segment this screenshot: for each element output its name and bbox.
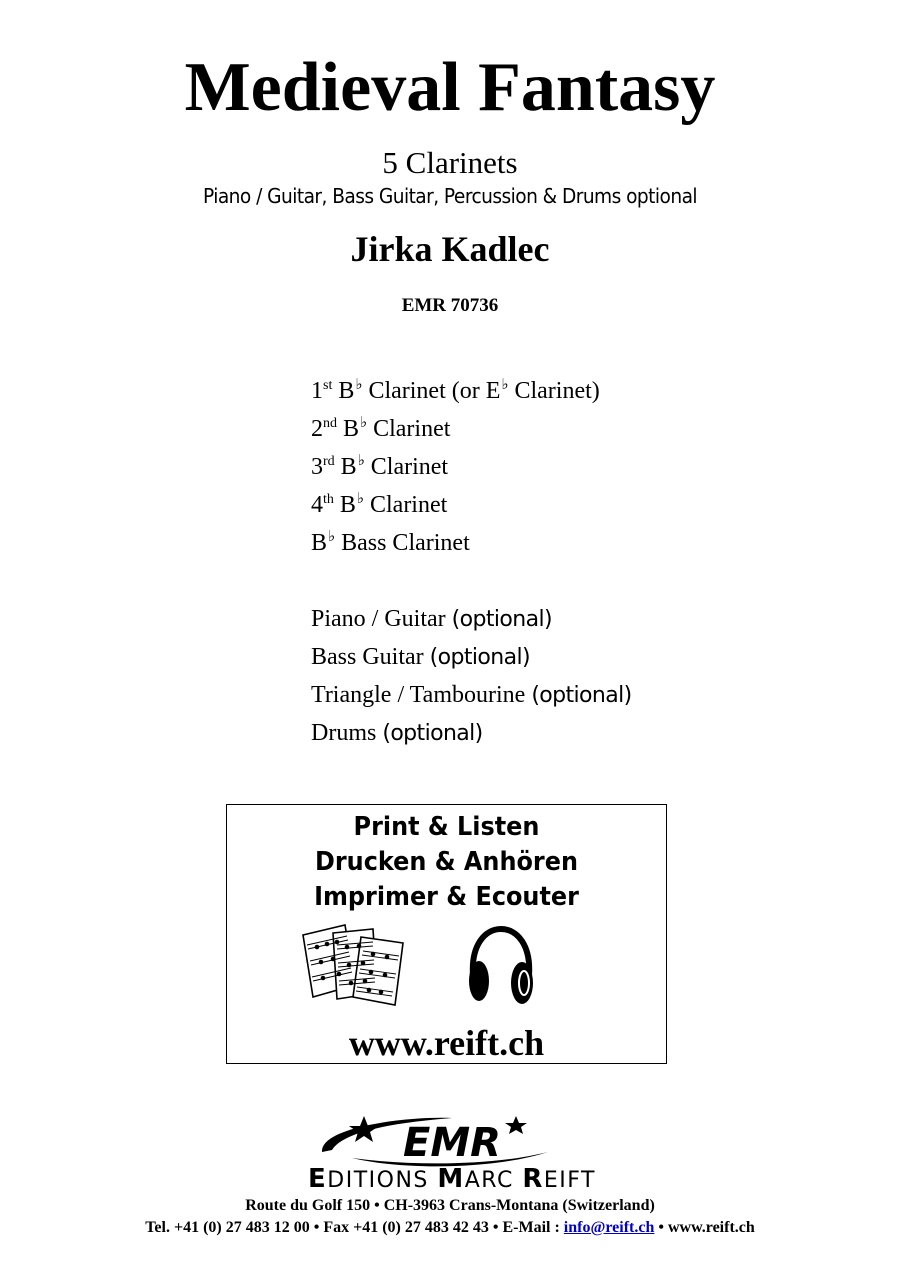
part-label: Bass Guitar (311, 644, 424, 670)
part-optional-drums (311, 714, 731, 752)
part-clarinet-2 (311, 410, 731, 448)
part-clarinet-1 (311, 372, 731, 410)
publisher-contact (0, 1218, 900, 1238)
flat-icon: ♭ (356, 489, 364, 507)
publisher-word: EIFT (543, 1168, 596, 1193)
part-label: Drums (311, 720, 377, 746)
optional-note: (optional) (429, 645, 530, 670)
promo-line-english: Print & Listen (353, 812, 540, 842)
contact-phone-fax: Tel. +41 (0) 27 483 12 00 • Fax +41 (0) 27 483 42 43 • E-Mail : (145, 1219, 564, 1236)
flat-icon: ♭ (328, 527, 336, 545)
logo-mark-text: EMR (403, 1120, 501, 1166)
spacer (311, 562, 731, 600)
part-ordinal-suffix: st (323, 378, 333, 393)
flat-icon: ♭ (360, 413, 368, 431)
part-clarinet-3 (311, 448, 731, 486)
part-label: Triangle / Tambourine (311, 682, 526, 708)
publisher-address: Route du Golf 150 • CH-3963 Crans-Montana (Switzerland) (245, 1197, 655, 1214)
publisher-initial: R (522, 1164, 544, 1194)
part-label: Clarinet (373, 416, 451, 442)
email-link[interactable]: info@reift.ch (563, 1219, 655, 1236)
part-label: Bass Clarinet (341, 530, 470, 556)
part-label: Piano / Guitar (311, 606, 446, 632)
ensemble-subtitle: 5 Clarinets (382, 145, 518, 180)
promo-line-french: Imprimer & Ecouter (314, 882, 579, 912)
part-optional-bass-guitar (311, 638, 731, 676)
parts-list (311, 372, 731, 752)
part-ordinal: 4 (311, 492, 323, 518)
composer-name: Jirka Kadlec (350, 229, 550, 269)
part-key: B (311, 530, 328, 556)
part-ordinal-suffix: th (323, 492, 334, 507)
part-clarinet-4 (311, 486, 731, 524)
publisher-name (252, 1165, 652, 1195)
optional-note: (optional) (531, 683, 632, 708)
headphones-icon (465, 925, 537, 1007)
part-key: B (339, 492, 356, 518)
part-optional-triangle-tambourine (311, 676, 731, 714)
publisher-word: ARC (464, 1168, 523, 1193)
instrumentation-line: Piano / Guitar, Bass Guitar, Percussion & Drums optional (202, 184, 698, 208)
part-key: B (343, 416, 360, 442)
publisher-initial: E (308, 1164, 328, 1194)
promo-website[interactable]: www.reift.ch (348, 1023, 545, 1063)
catalog-number: EMR 70736 (401, 295, 499, 316)
part-ordinal-suffix: nd (323, 416, 337, 431)
part-ordinal: 3 (311, 454, 323, 480)
contact-website: • www.reift.ch (654, 1219, 755, 1236)
part-key: B (338, 378, 355, 404)
promo-line-german: Drucken & Anhören (315, 847, 578, 877)
publisher-word: DITIONS (327, 1168, 438, 1193)
publisher-initial: M (437, 1164, 465, 1194)
part-optional-piano-guitar (311, 600, 731, 638)
flat-icon: ♭ (501, 375, 509, 393)
part-label: Clarinet (370, 454, 449, 480)
flat-icon: ♭ (357, 451, 365, 469)
part-key: B (340, 454, 357, 480)
print-listen-box (226, 804, 667, 1064)
optional-note: (optional) (382, 721, 483, 746)
part-ordinal: 2 (311, 416, 323, 442)
optional-note: (optional) (451, 607, 552, 632)
part-ordinal-suffix: rd (323, 454, 335, 469)
part-label: Clarinet (or E (368, 378, 501, 404)
page-title: Medieval Fantasy (184, 49, 716, 126)
part-label: Clarinet (369, 492, 448, 518)
flat-icon: ♭ (355, 375, 363, 393)
sheet-music-icon (299, 923, 411, 1007)
part-label-tail: Clarinet) (514, 378, 600, 404)
part-bass-clarinet (311, 524, 731, 562)
part-ordinal: 1 (311, 378, 323, 404)
